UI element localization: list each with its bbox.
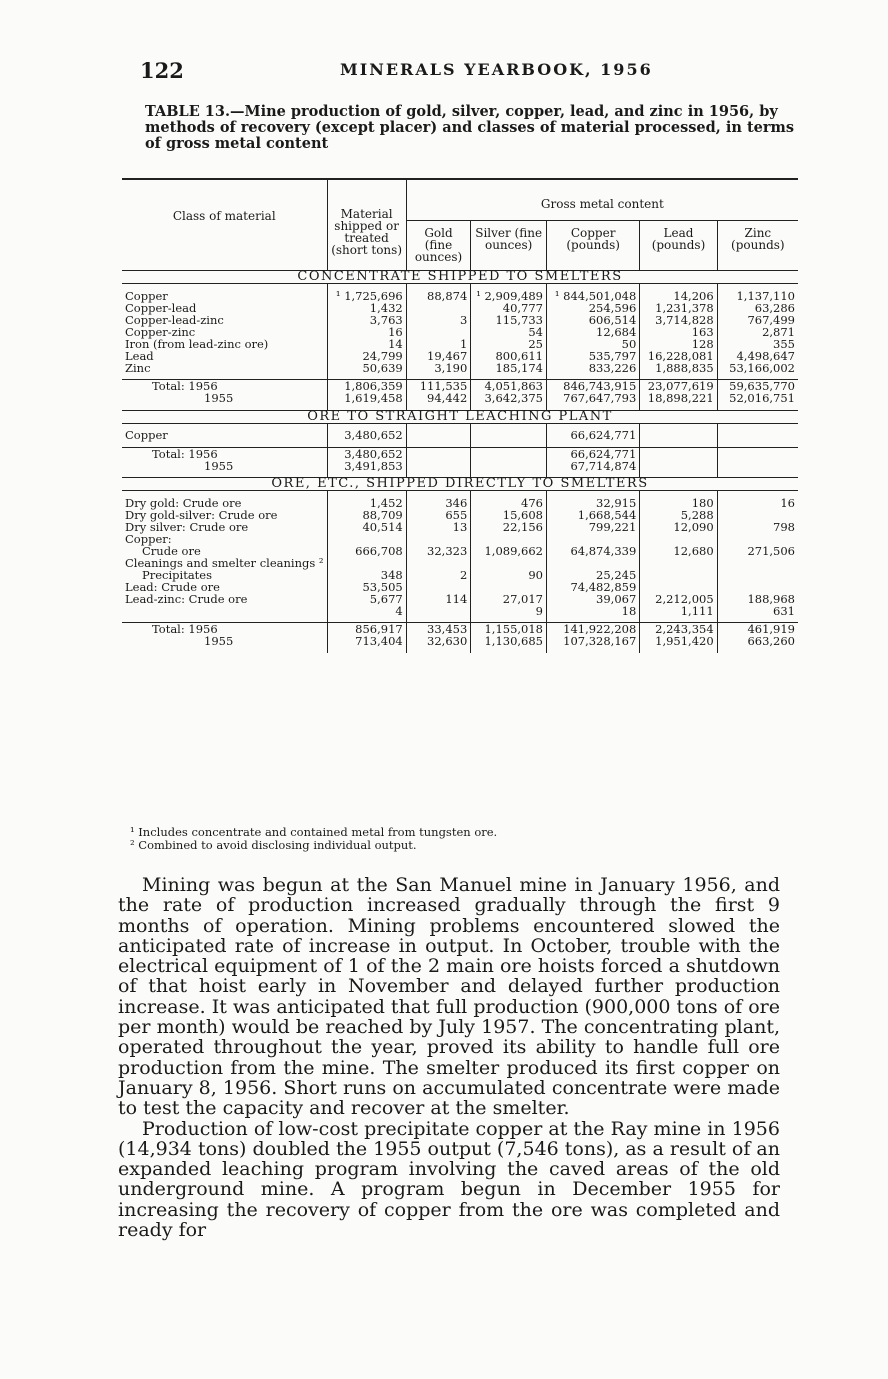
table-cell bbox=[471, 460, 547, 472]
table-cell: 4 bbox=[327, 605, 406, 617]
table-cell: 2,212,005 bbox=[640, 593, 717, 605]
table-cell: 3,714,828 bbox=[640, 314, 717, 326]
table-cell: 4,498,647 bbox=[717, 350, 798, 362]
row-label: Precipitates bbox=[142, 567, 213, 582]
table-cell: 655 bbox=[406, 509, 471, 521]
table-row bbox=[122, 429, 798, 441]
section-title: CONCENTRATE SHIPPED TO SMELTERS bbox=[122, 271, 798, 284]
col-header-zinc: Zinc (pounds) bbox=[717, 221, 798, 271]
table-row bbox=[122, 290, 798, 302]
table-caption-text: —Mine production of gold, silver, copper, lead, and zinc in 1956, by methods of recovery (except placer) and classes of material processed, in terms of gross metal content bbox=[145, 103, 795, 152]
table-cell: 32,630 bbox=[406, 635, 471, 647]
table-cell bbox=[547, 533, 640, 545]
table-cell bbox=[406, 302, 471, 314]
table-cell: 18 bbox=[547, 605, 640, 617]
table-cell: 12,684 bbox=[547, 326, 640, 338]
table-cell: 1,888,835 bbox=[640, 362, 717, 374]
table-cell: 1 bbox=[406, 338, 471, 350]
table-cell bbox=[406, 581, 471, 593]
row-label: Dry silver: Crude ore bbox=[125, 519, 249, 534]
col-group-header: Gross metal content bbox=[406, 179, 798, 221]
table-cell bbox=[717, 460, 798, 472]
table-cell: 271,506 bbox=[717, 545, 798, 557]
table-cell bbox=[471, 447, 547, 460]
table-cell: 856,917 bbox=[327, 623, 406, 636]
table-cell: 461,919 bbox=[717, 623, 798, 636]
table-cell bbox=[471, 533, 547, 545]
table-cell: 12,090 bbox=[640, 521, 717, 533]
table-cell: 1,155,018 bbox=[471, 623, 547, 636]
table-cell: 128 bbox=[640, 338, 717, 350]
table-cell bbox=[640, 460, 717, 472]
col-header-copper: Copper (pounds) bbox=[547, 221, 640, 271]
section-header-row bbox=[122, 478, 798, 491]
table-cell: 476 bbox=[471, 497, 547, 509]
table-cell: 54 bbox=[471, 326, 547, 338]
table-cell: ¹ 1,725,696 bbox=[327, 290, 406, 302]
table-cell: 115,733 bbox=[471, 314, 547, 326]
table-cell bbox=[717, 509, 798, 521]
table-cell bbox=[406, 460, 471, 472]
table-cell bbox=[640, 533, 717, 545]
table-cell: 88,874 bbox=[406, 290, 471, 302]
col-header-gold: Gold (fine ounces) bbox=[406, 221, 471, 271]
table-cell bbox=[471, 429, 547, 441]
table-cell bbox=[640, 429, 717, 441]
table-cell: 4,051,863 bbox=[471, 380, 547, 393]
table-cell: 64,874,339 bbox=[547, 545, 640, 557]
table-cell: 5,677 bbox=[327, 593, 406, 605]
table-row bbox=[122, 509, 798, 521]
table-cell: 346 bbox=[406, 497, 471, 509]
table-cell bbox=[717, 447, 798, 460]
table-cell bbox=[717, 581, 798, 593]
table-cell: 606,514 bbox=[547, 314, 640, 326]
row-label: Copper bbox=[125, 288, 168, 303]
table-cell: 25 bbox=[471, 338, 547, 350]
table-cell: 9 bbox=[471, 605, 547, 617]
table-row bbox=[122, 557, 798, 569]
table-cell bbox=[471, 557, 547, 569]
table-caption bbox=[145, 104, 805, 152]
table-cell: 59,635,770 bbox=[717, 380, 798, 393]
table-cell: 94,442 bbox=[406, 392, 471, 404]
table-cell: 88,709 bbox=[327, 509, 406, 521]
table-cell: 846,743,915 bbox=[547, 380, 640, 393]
section-title: ORE, ETC., SHIPPED DIRECTLY TO SMELTERS bbox=[122, 478, 798, 491]
table-cell: 348 bbox=[327, 569, 406, 581]
row-label: 1955 bbox=[204, 458, 234, 473]
table-cell bbox=[471, 581, 547, 593]
table-row bbox=[122, 350, 798, 362]
table-row bbox=[122, 593, 798, 605]
table-cell: 141,922,208 bbox=[547, 623, 640, 636]
table-cell: 66,624,771 bbox=[547, 447, 640, 460]
table-row bbox=[122, 338, 798, 350]
footnotes bbox=[130, 826, 497, 852]
table-cell: 15,608 bbox=[471, 509, 547, 521]
table-cell: 14,206 bbox=[640, 290, 717, 302]
table-row bbox=[122, 581, 798, 593]
table-cell: 833,226 bbox=[547, 362, 640, 374]
table-row bbox=[122, 533, 798, 545]
section-title: ORE TO STRAIGHT LEACHING PLANT bbox=[122, 410, 798, 423]
table-cell: 66,624,771 bbox=[547, 429, 640, 441]
table-cell: 1,452 bbox=[327, 497, 406, 509]
table-cell: 3,480,652 bbox=[327, 429, 406, 441]
row-label bbox=[122, 605, 327, 617]
page-header bbox=[140, 58, 780, 88]
table-cell: 3,480,652 bbox=[327, 447, 406, 460]
table-cell: 16 bbox=[717, 497, 798, 509]
table-cell bbox=[406, 326, 471, 338]
table-cell: 767,647,793 bbox=[547, 392, 640, 404]
table-cell bbox=[717, 429, 798, 441]
table-cell: 22,156 bbox=[471, 521, 547, 533]
table-cell: 74,482,859 bbox=[547, 581, 640, 593]
table-cell: 25,245 bbox=[547, 569, 640, 581]
table-row bbox=[122, 569, 798, 581]
table-cell: 800,611 bbox=[471, 350, 547, 362]
table-cell: 3,642,375 bbox=[471, 392, 547, 404]
table-cell: 798 bbox=[717, 521, 798, 533]
table-cell: 39,067 bbox=[547, 593, 640, 605]
col-header-material: Material shipped or treated (short tons) bbox=[327, 179, 406, 271]
data-table-container bbox=[122, 178, 798, 653]
table-cell: 27,017 bbox=[471, 593, 547, 605]
row-label: Cleanings and smelter cleanings ² bbox=[125, 555, 324, 570]
section-header-row bbox=[122, 410, 798, 423]
total-row bbox=[122, 460, 798, 472]
table-cell bbox=[717, 569, 798, 581]
row-label: Total: 1956 bbox=[152, 622, 218, 636]
page-number: 122 bbox=[140, 58, 184, 83]
table-cell: 40,777 bbox=[471, 302, 547, 314]
section-header-row bbox=[122, 271, 798, 284]
table-cell bbox=[640, 447, 717, 460]
table-cell: ¹ 844,501,048 bbox=[547, 290, 640, 302]
row-label: Dry gold: Crude ore bbox=[125, 495, 242, 510]
col-header-class: Class of material bbox=[172, 209, 276, 223]
table-label: TABLE 13. bbox=[145, 103, 231, 120]
table-cell: 19,467 bbox=[406, 350, 471, 362]
table-cell: 16,228,081 bbox=[640, 350, 717, 362]
table-row bbox=[122, 605, 798, 617]
table-cell: 3,491,853 bbox=[327, 460, 406, 472]
table-row bbox=[122, 362, 798, 374]
table-row bbox=[122, 326, 798, 338]
row-label: Copper-lead-zinc bbox=[125, 312, 224, 327]
table-cell: 23,077,619 bbox=[640, 380, 717, 393]
table-cell: 188,968 bbox=[717, 593, 798, 605]
table-cell: 63,286 bbox=[717, 302, 798, 314]
table-cell: 3 bbox=[406, 314, 471, 326]
table-cell: 50 bbox=[547, 338, 640, 350]
col-header-lead: Lead (pounds) bbox=[640, 221, 717, 271]
table-cell: 1,130,685 bbox=[471, 635, 547, 647]
total-row bbox=[122, 635, 798, 647]
row-label: Copper-zinc bbox=[125, 324, 196, 339]
table-cell: 52,016,751 bbox=[717, 392, 798, 404]
table-cell: 14 bbox=[327, 338, 406, 350]
table-row bbox=[122, 521, 798, 533]
table-cell: 53,505 bbox=[327, 581, 406, 593]
table-cell bbox=[327, 557, 406, 569]
footnote-2: ² Combined to avoid disclosing individual output. bbox=[130, 838, 417, 852]
table-cell: 32,915 bbox=[547, 497, 640, 509]
table-cell: 13 bbox=[406, 521, 471, 533]
table-cell: 254,596 bbox=[547, 302, 640, 314]
table-cell bbox=[717, 533, 798, 545]
table-cell: 767,499 bbox=[717, 314, 798, 326]
table-cell: 2,871 bbox=[717, 326, 798, 338]
table-cell: 1,137,110 bbox=[717, 290, 798, 302]
table-cell: 163 bbox=[640, 326, 717, 338]
table-cell bbox=[640, 557, 717, 569]
table-cell: 40,514 bbox=[327, 521, 406, 533]
row-label: 1955 bbox=[204, 391, 234, 405]
table-cell bbox=[717, 557, 798, 569]
row-label: Total: 1956 bbox=[152, 446, 218, 461]
table-body bbox=[122, 271, 798, 654]
row-label: Crude ore bbox=[142, 543, 201, 558]
table-cell: 24,799 bbox=[327, 350, 406, 362]
row-label: Total: 1956 bbox=[152, 379, 218, 393]
table-cell: 67,714,874 bbox=[547, 460, 640, 472]
table-cell: 185,174 bbox=[471, 362, 547, 374]
table-cell: 50,639 bbox=[327, 362, 406, 374]
table-cell: 111,535 bbox=[406, 380, 471, 393]
table-row bbox=[122, 497, 798, 509]
table-cell: 16 bbox=[327, 326, 406, 338]
row-label: Lead: Crude ore bbox=[125, 579, 220, 594]
total-row bbox=[122, 392, 798, 404]
table-cell: 32,323 bbox=[406, 545, 471, 557]
col-header-silver: Silver (fine ounces) bbox=[471, 221, 547, 271]
body-text bbox=[118, 875, 780, 1240]
table-cell bbox=[640, 569, 717, 581]
table-cell bbox=[406, 605, 471, 617]
table-row bbox=[122, 314, 798, 326]
row-label: Lead-zinc: Crude ore bbox=[125, 591, 248, 606]
table-row bbox=[122, 302, 798, 314]
row-label: Copper-lead bbox=[125, 300, 197, 315]
row-label: Copper: bbox=[125, 531, 172, 546]
table-cell: ¹ 2,909,489 bbox=[471, 290, 547, 302]
paragraph-2: Production of low-cost precipitate copper at the Ray mine in 1956 (14,934 tons) doubled the 1955 output (7,546 tons), as a result of an expanded leaching program involving the caved areas of the old underground mine. A program begun in December 1955 for increasing the recovery of copper from the ore was completed and ready for bbox=[118, 1117, 780, 1242]
table-cell: 3,763 bbox=[327, 314, 406, 326]
table-cell: 33,453 bbox=[406, 623, 471, 636]
table-cell: 1,806,359 bbox=[327, 380, 406, 393]
table-cell: 663,260 bbox=[717, 635, 798, 647]
table-cell: 90 bbox=[471, 569, 547, 581]
table-cell: 180 bbox=[640, 497, 717, 509]
table-cell: 1,432 bbox=[327, 302, 406, 314]
table-cell bbox=[406, 447, 471, 460]
table-cell: 53,166,002 bbox=[717, 362, 798, 374]
table-cell: 1,111 bbox=[640, 605, 717, 617]
table-cell bbox=[640, 581, 717, 593]
paragraph-1: Mining was begun at the San Manuel mine in January 1956, and the rate of production increased gradually through the first 9 months of operation. Mining problems encountered slowed the anticipated rate of increase in output. In October, trouble with the electrical equipment of 1 of the 2 main ore hoists forced a shutdown of that hoist early in November and delayed further production increase. It was anticipated that full production (900,000 tons of ore per month) would be reached by July 1957. The concentrating plant, operated throughout the year, proved its ability to handle full ore production from the mine. The smelter produced its first copper on January 8, 1956. Short runs on accumulated concentrate were made to test the capacity and recover at the smelter. bbox=[118, 874, 780, 1120]
table-cell: 666,708 bbox=[327, 545, 406, 557]
table-cell bbox=[547, 557, 640, 569]
table-cell: 18,898,221 bbox=[640, 392, 717, 404]
table-cell: 1,231,378 bbox=[640, 302, 717, 314]
footnote-1: ¹ Includes concentrate and contained metal from tungsten ore. bbox=[130, 825, 498, 839]
row-label: Dry gold-silver: Crude ore bbox=[125, 507, 278, 522]
table-cell: 12,680 bbox=[640, 545, 717, 557]
table-cell: 799,221 bbox=[547, 521, 640, 533]
table-cell: 3,190 bbox=[406, 362, 471, 374]
table-cell: 1,619,458 bbox=[327, 392, 406, 404]
table-cell bbox=[406, 557, 471, 569]
total-row bbox=[122, 447, 798, 460]
row-label: 1955 bbox=[204, 634, 234, 648]
table-cell bbox=[406, 533, 471, 545]
table-cell: 2 bbox=[406, 569, 471, 581]
table-cell: 1,668,544 bbox=[547, 509, 640, 521]
table-cell: 535,797 bbox=[547, 350, 640, 362]
running-title: MINERALS YEARBOOK, 1956 bbox=[340, 60, 653, 79]
table-cell bbox=[406, 429, 471, 441]
table-cell: 107,328,167 bbox=[547, 635, 640, 647]
table-row bbox=[122, 545, 798, 557]
table-cell: 631 bbox=[717, 605, 798, 617]
production-table bbox=[122, 178, 798, 653]
table-cell: 5,288 bbox=[640, 509, 717, 521]
table-cell: 2,243,354 bbox=[640, 623, 717, 636]
table-cell: 713,404 bbox=[327, 635, 406, 647]
table-cell: 1,951,420 bbox=[640, 635, 717, 647]
table-cell: 355 bbox=[717, 338, 798, 350]
table-cell: 1,089,662 bbox=[471, 545, 547, 557]
row-label: Copper bbox=[125, 428, 168, 442]
row-label: Iron (from lead-zinc ore) bbox=[125, 336, 269, 351]
row-label: Lead bbox=[125, 348, 154, 363]
row-label: Zinc bbox=[125, 360, 151, 375]
table-cell: 114 bbox=[406, 593, 471, 605]
table-cell bbox=[327, 533, 406, 545]
